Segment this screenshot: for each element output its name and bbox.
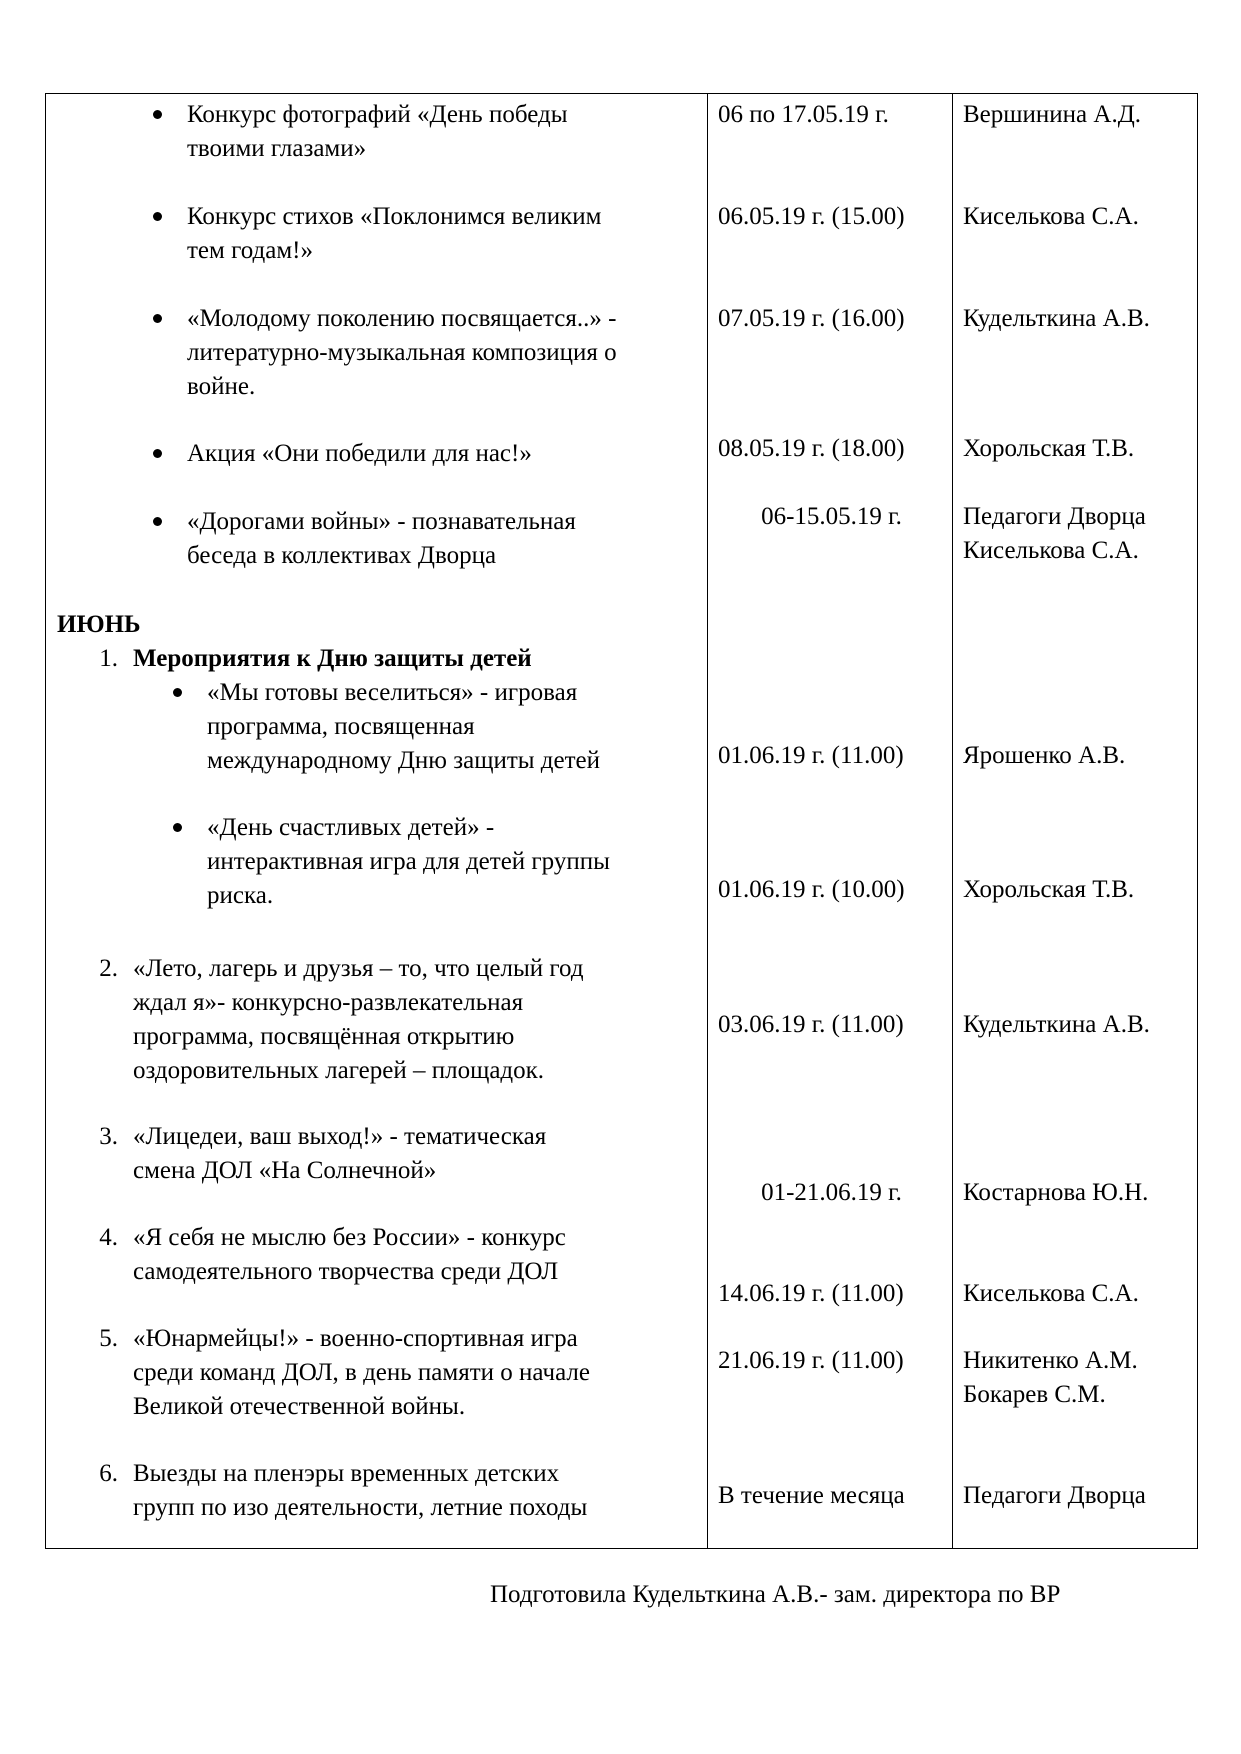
event-date: 08.05.19 г. (18.00) [718, 435, 905, 462]
event-responsible: Хорольская Т.В. [963, 435, 1135, 462]
event-date: В течение месяца [718, 1482, 905, 1509]
event-responsible: Педагоги Дворца [963, 503, 1146, 530]
item-number: 1. [99, 645, 118, 672]
list-bullet [153, 449, 162, 458]
column-divider-date [707, 94, 708, 1548]
list-bullet [153, 212, 162, 221]
item-text-line: «Лицедеи, ваш выход!» - тематическая [133, 1123, 547, 1150]
column-divider-responsible [952, 94, 953, 1548]
event-responsible: Костарнова Ю.Н. [963, 1179, 1149, 1206]
event-responsible: Вершинина А.Д. [963, 101, 1141, 128]
event-responsible: Педагоги Дворца [963, 1482, 1146, 1509]
event-text-line: «Мы готовы веселиться» - игровая [207, 679, 578, 706]
list-bullet [153, 517, 162, 526]
item-number: 6. [99, 1460, 118, 1487]
item-title: Мероприятия к Дню защиты детей [133, 645, 532, 672]
event-responsible: Кудельткина А.В. [963, 1011, 1150, 1038]
item-text-line: смена ДОЛ «На Солнечной» [133, 1157, 437, 1184]
event-date: 06 по 17.05.19 г. [718, 101, 889, 128]
event-text-line: Конкурс фотографий «День победы [187, 101, 568, 128]
item-number: 4. [99, 1224, 118, 1251]
item-text-line: «Я себя не мыслю без России» - конкурс [133, 1224, 566, 1251]
item-text-line: Великой отечественной войны. [133, 1393, 466, 1420]
month-heading: ИЮНЬ [57, 611, 141, 638]
item-text-line: самодеятельного творчества среди ДОЛ [133, 1258, 559, 1285]
item-text-line: оздоровительных лагерей – площадок. [133, 1057, 545, 1084]
event-text-line: войне. [187, 373, 256, 400]
event-responsible: Никитенко А.М. [963, 1347, 1138, 1374]
event-text-line: «День счастливых детей» - [207, 814, 495, 841]
item-number: 2. [99, 955, 118, 982]
event-text-line: риска. [207, 882, 274, 909]
event-text-line: Акция «Они победили для нас!» [187, 440, 532, 467]
item-text-line: «Юнармейцы!» - военно-спортивная игра [133, 1325, 578, 1352]
event-responsible: Ярошенко А.В. [963, 742, 1126, 769]
event-text-line: Конкурс стихов «Поклонимся великим [187, 203, 602, 230]
prepared-by-note: Подготовила Кудельткина А.В.- зам. директора по ВР [490, 1581, 1061, 1608]
event-text-line: программа, посвященная [207, 713, 475, 740]
event-date: 01.06.19 г. (11.00) [718, 742, 904, 769]
event-text-line: международному Дню защиты детей [207, 747, 601, 774]
event-date: 06-15.05.19 г. [761, 503, 902, 530]
item-text-line: групп по изо деятельности, летние походы [133, 1494, 588, 1521]
event-text-line: беседа в коллективах Дворца [187, 542, 497, 569]
event-date: 14.06.19 г. (11.00) [718, 1280, 904, 1307]
item-number: 5. [99, 1325, 118, 1352]
item-number: 3. [99, 1123, 118, 1150]
event-date: 03.06.19 г. (11.00) [718, 1011, 904, 1038]
event-text-line: тем годам!» [187, 237, 313, 264]
event-date: 01-21.06.19 г. [761, 1179, 902, 1206]
event-date: 07.05.19 г. (16.00) [718, 305, 905, 332]
event-responsible: Киселькова С.А. [963, 203, 1139, 230]
item-text-line: Выезды на пленэры временных детских [133, 1460, 560, 1487]
event-responsible: Киселькова С.А. [963, 1280, 1139, 1307]
event-text-line: литературно-музыкальная композиция о [187, 339, 617, 366]
event-responsible: Хорольская Т.В. [963, 876, 1135, 903]
item-text-line: ждал я»- конкурсно-развлекательная [133, 989, 524, 1016]
list-bullet [173, 688, 182, 697]
event-text-line: твоими глазами» [187, 135, 367, 162]
event-responsible: Кудельткина А.В. [963, 305, 1150, 332]
event-text-line: «Молодому поколению посвящается..» - [187, 305, 617, 332]
list-bullet [153, 110, 162, 119]
item-text-line: программа, посвящённая открытию [133, 1023, 515, 1050]
event-date: 06.05.19 г. (15.00) [718, 203, 905, 230]
event-responsible: Бокарев С.М. [963, 1381, 1106, 1408]
list-bullet [173, 823, 182, 832]
item-text-line: среди команд ДОЛ, в день памяти о начале [133, 1359, 590, 1386]
event-date: 01.06.19 г. (10.00) [718, 876, 905, 903]
event-responsible: Киселькова С.А. [963, 537, 1139, 564]
item-text-line: «Лето, лагерь и друзья – то, что целый год [133, 955, 584, 982]
event-text-line: «Дорогами войны» - познавательная [187, 508, 576, 535]
event-date: 21.06.19 г. (11.00) [718, 1347, 904, 1374]
event-text-line: интерактивная игра для детей группы [207, 848, 610, 875]
list-bullet [153, 314, 162, 323]
